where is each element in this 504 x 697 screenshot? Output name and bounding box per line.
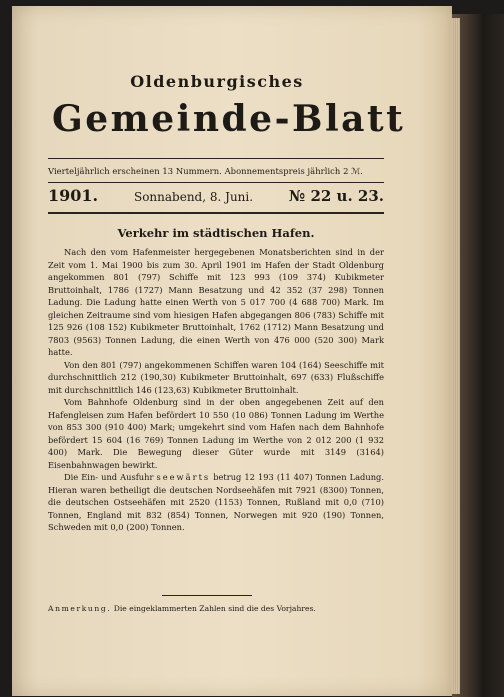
issue-year: 1901. (48, 186, 99, 205)
footnote-text: Die eingeklammerten Zahlen sind die des Vorjahres. (111, 604, 316, 613)
divider-rule (48, 182, 384, 183)
spaced-word: seewärts (156, 472, 211, 482)
footnote (48, 603, 384, 614)
paragraph-text: betrug 12 193 (11 407) Tonnen Ladung. Hieran waren betheiligt die deutschen Nordseehäfen mit 7921 (8300) Tonnen, die deutschen Ostseehäfen mit 2520 (1153) Tonnen, Rußland mit 0,0 (710) Tonnen, England mit 832 (854) Tonnen, Norwegen mit 920 (190) Tonnen, Schweden mit 0,0 (200) Tonnen. (48, 472, 384, 532)
footnote-rule (162, 595, 252, 596)
article-body (48, 246, 384, 534)
issue-date: Sonnabend, 8. Juni. (133, 190, 254, 204)
subscription-line: Vierteljährlich erscheinen 13 Nummern. Abonnementspreis jährlich 2 ℳ. (48, 166, 363, 176)
article-paragraph: Von den 801 (797) angekommenen Schiffen waren 104 (164) Seeschiffe mit durchschnittlich 212 (190,30) Kubikmeter Bruttoinhalt, 697 (633) Flußschiffe mit durchschnittlich 146 (123,63) Kubikmeter Bruttoinhalt. (48, 359, 384, 395)
masthead-line-2: Gemeinde-Blatt (52, 98, 406, 140)
divider-rule (48, 158, 384, 159)
issue-number: № 22 u. 23. (288, 187, 384, 205)
article-paragraph: Nach den vom Hafenmeister hergegebenen Monatsberichten sind in der Zeit vom 1. Mai 1900 bis zum 30. April 1901 im Hafen der Stadt Oldenburg angekommen 801 (797) Schiffe mit 123 993 (109 374) Kubikmeter Bruttoinhalt, 1786 (1727) Mann Besatzung und 42 352 (37 298) Tonnen Ladung. Die Ladung hatte einen Werth von 5 017 700 (4 688 700) Mark. Im gleichen Zeitraume sind vom hiesigen Hafen abgegangen 806 (783) Schiffe mit 125 926 (108 152) Kubikmeter Bruttoinhalt, 1762 (1712) Mann Besatzung und 7803 (9563) Tonnen Ladung, die einen Werth von 476 000 (520 300) Mark hatte. (48, 247, 384, 357)
paragraph-text: Die Ein- und Ausfuhr (64, 472, 157, 482)
footnote-label: Anmerkung. (48, 604, 112, 613)
article-title: Verkehr im städtischen Hafen. (117, 226, 315, 240)
masthead-line-1: Oldenburgisches (130, 72, 304, 91)
divider-rule (48, 212, 384, 214)
article-paragraph: Vom Bahnhofe Oldenburg sind in der oben angegebenen Zeit auf den Hafengleisen zum Hafen befördert 10 550 (10 086) Tonnen Ladung im Werthe von 853 300 (910 400) Mark; umgekehrt sind vom Hafen nach dem Bahnhofe befördert 15 604 (16 769) Tonnen Ladung im Werthe von 2 012 200 (1 932 400) Mark. Die Bewegung dieser Güter wurde mit 3149 (3164) Eisenbahnwagen bewirkt. (48, 397, 384, 470)
newspaper-page (12, 6, 452, 696)
dateline (48, 186, 384, 210)
article-paragraph (48, 471, 384, 534)
